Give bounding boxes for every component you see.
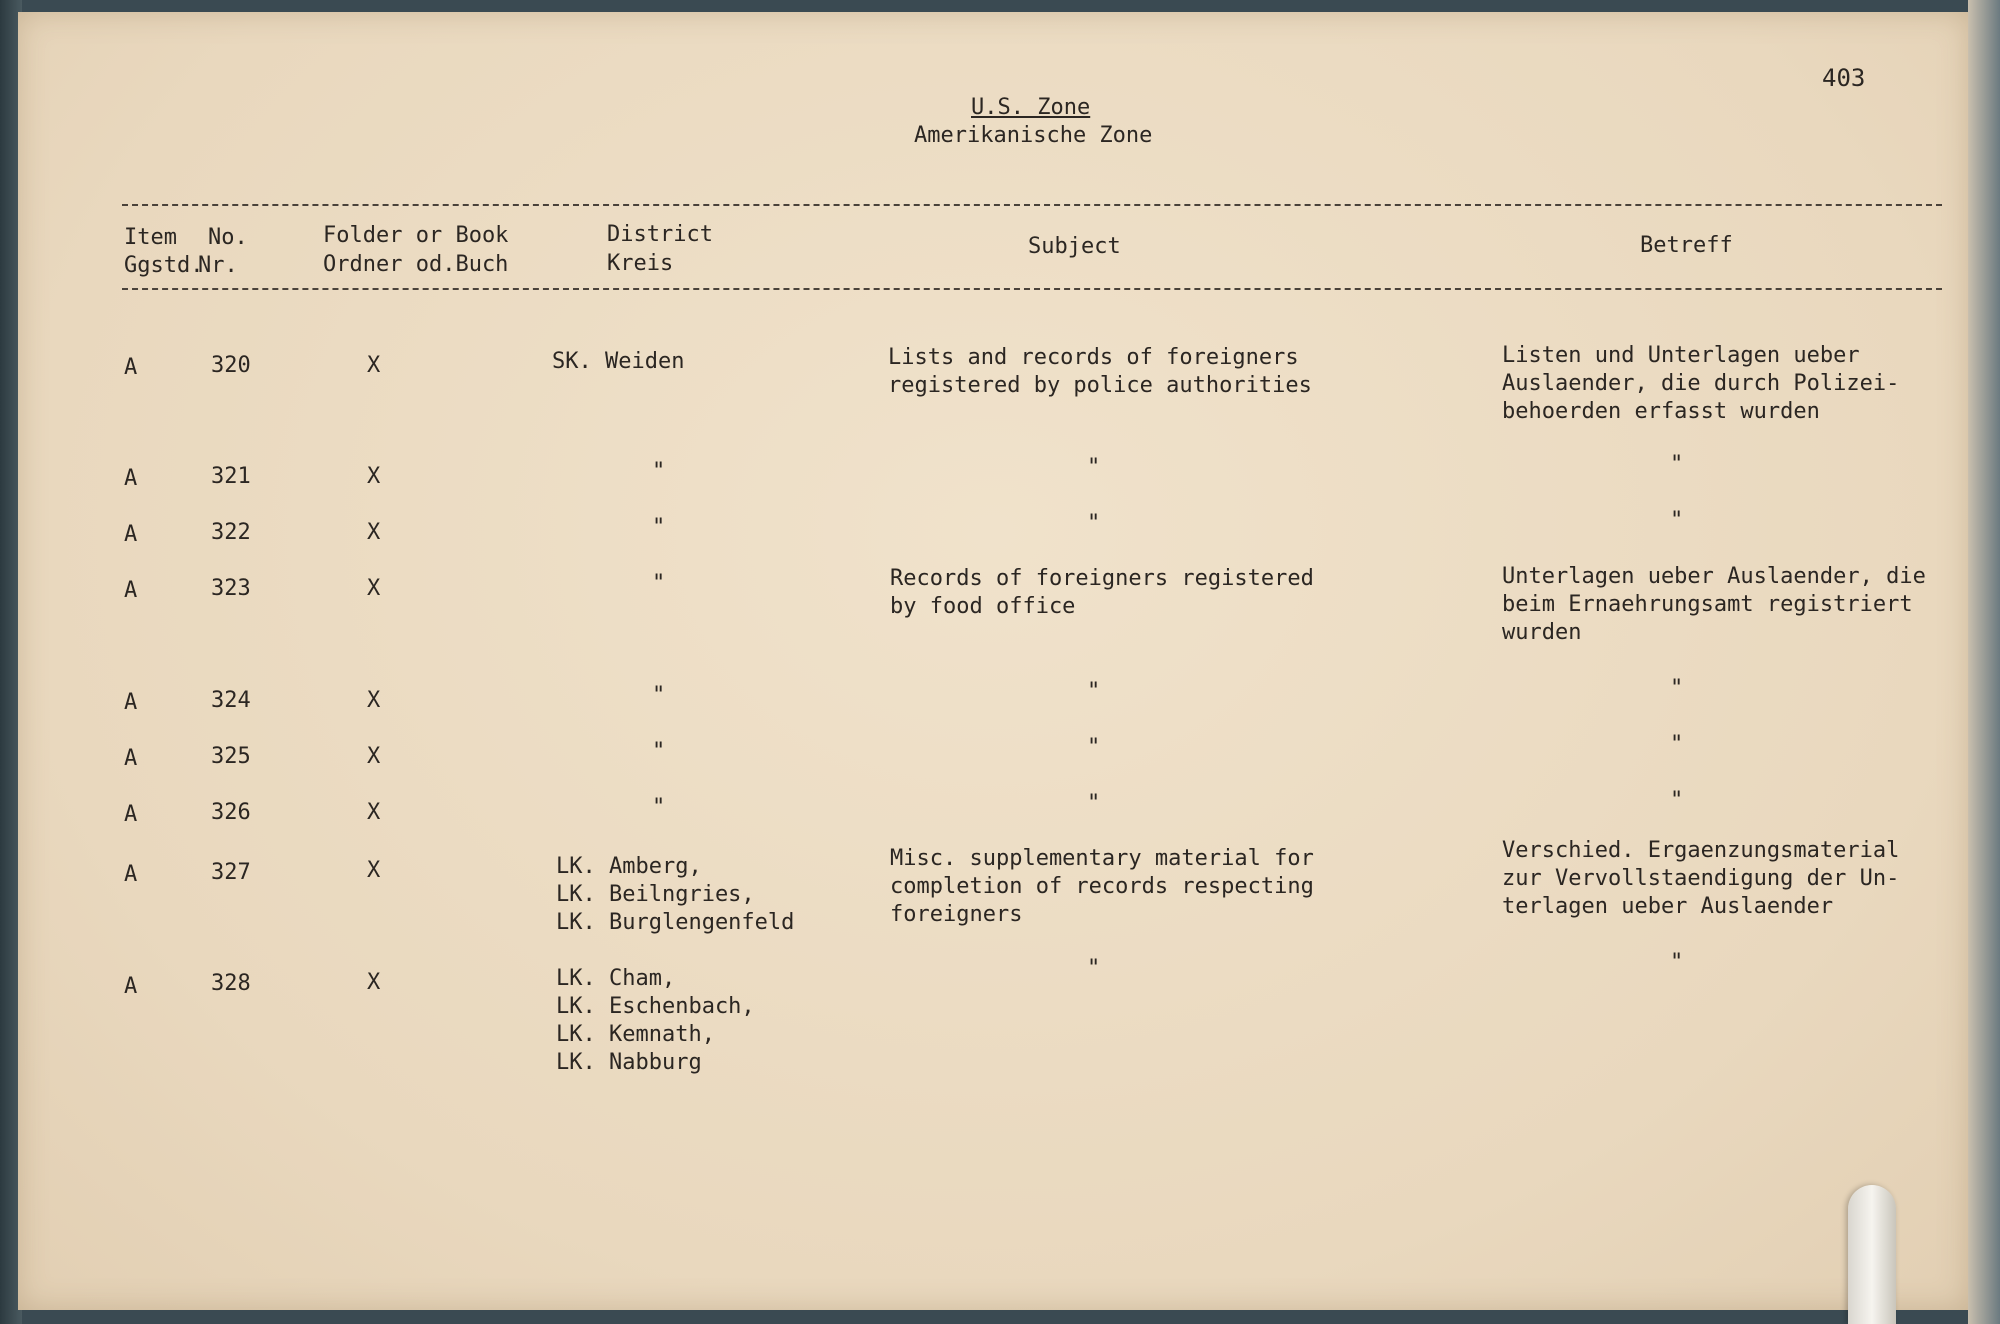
col-betreff-header: Betreff	[1640, 233, 1733, 258]
document-page	[18, 12, 1968, 1310]
header-rule-bottom	[122, 288, 1942, 290]
header-rule-top	[122, 204, 1942, 206]
col-folder-header-de: Ordner od.Buch	[323, 252, 509, 277]
col-district-header-de: Kreis	[607, 251, 674, 276]
table-row-item: A	[124, 690, 138, 715]
table-row-folder: X	[367, 520, 381, 545]
table-row-folder: X	[367, 353, 381, 378]
table-row-item: A	[124, 802, 138, 827]
col-item-header-de: Ggstd.	[124, 253, 204, 278]
table-row-folder: X	[367, 688, 381, 713]
table-row-betreff: "	[1670, 508, 1684, 533]
table-row-subject: Lists and records of foreigners registered by police authorities	[888, 345, 1312, 398]
col-no-header: No.	[208, 225, 248, 250]
page-title: U.S. Zone	[971, 95, 1091, 120]
table-row-no: 325	[211, 744, 251, 769]
table-row-no: 326	[211, 800, 251, 825]
table-row-folder: X	[367, 576, 381, 601]
table-row-no: 321	[211, 464, 251, 489]
table-row-betreff: Unterlagen ueber Auslaender, die beim Ernaehrungsamt registriert wurden	[1502, 564, 1926, 645]
table-row-district: SK. Weiden	[552, 349, 685, 374]
table-row-no: 324	[211, 688, 251, 713]
table-row-district: "	[652, 459, 666, 484]
table-row-district: "	[652, 515, 666, 540]
table-row-district: "	[652, 739, 666, 764]
table-row-item: A	[124, 862, 138, 887]
table-row-folder: X	[367, 464, 381, 489]
table-row-subject: "	[1087, 956, 1101, 981]
table-row-betreff: "	[1670, 950, 1684, 975]
table-row-no: 327	[211, 860, 251, 885]
col-no-header-de: Nr.	[198, 253, 238, 278]
binder-clip	[1848, 1185, 1896, 1324]
table-row-item: A	[124, 974, 138, 999]
col-district-header: District	[607, 222, 713, 247]
table-row-district: LK. Cham, LK. Eschenbach, LK. Kemnath, LK. Nabburg	[556, 966, 755, 1075]
table-row-subject: "	[1087, 455, 1101, 480]
table-row-folder: X	[367, 744, 381, 769]
table-row-item: A	[124, 578, 138, 603]
table-row-betreff: Listen und Unterlagen ueber Auslaender, die durch Polizei- behoerden erfasst wurden	[1502, 343, 1900, 424]
table-row-betreff: "	[1670, 788, 1684, 813]
table-row-no: 323	[211, 576, 251, 601]
table-row-subject: "	[1087, 679, 1101, 704]
col-folder-header: Folder or Book	[323, 223, 509, 248]
table-row-betreff: "	[1670, 452, 1684, 477]
table-row-folder: X	[367, 970, 381, 995]
table-row-item: A	[124, 466, 138, 491]
table-row-betreff: "	[1670, 676, 1684, 701]
table-row-subject: Misc. supplementary material for completion of records respecting foreigners	[890, 846, 1314, 927]
page-number: 403	[1822, 64, 1866, 92]
page-subtitle: Amerikanische Zone	[914, 123, 1153, 148]
table-row-folder: X	[367, 858, 381, 883]
page-edge	[1968, 0, 2000, 1324]
table-row-no: 328	[211, 971, 251, 996]
table-row-district: LK. Amberg, LK. Beilngries, LK. Burglengenfeld	[556, 854, 795, 935]
table-row-subject: "	[1087, 511, 1101, 536]
table-row-betreff: Verschied. Ergaenzungsmaterial zur Vervollstaendigung der Un- terlagen ueber Auslaender	[1502, 838, 1900, 919]
table-row-subject: Records of foreigners registered by food office	[890, 566, 1314, 619]
table-row-item: A	[124, 355, 138, 380]
table-row-district: "	[652, 683, 666, 708]
table-row-district: "	[652, 571, 666, 596]
table-row-folder: X	[367, 800, 381, 825]
table-row-district: "	[652, 795, 666, 820]
table-row-subject: "	[1087, 791, 1101, 816]
table-row-no: 322	[211, 520, 251, 545]
table-row-betreff: "	[1670, 732, 1684, 757]
col-subject-header: Subject	[1028, 234, 1121, 259]
table-row-no: 320	[211, 353, 251, 378]
col-item-header: Item	[124, 225, 177, 250]
table-row-subject: "	[1087, 735, 1101, 760]
table-row-item: A	[124, 522, 138, 547]
table-row-item: A	[124, 746, 138, 771]
